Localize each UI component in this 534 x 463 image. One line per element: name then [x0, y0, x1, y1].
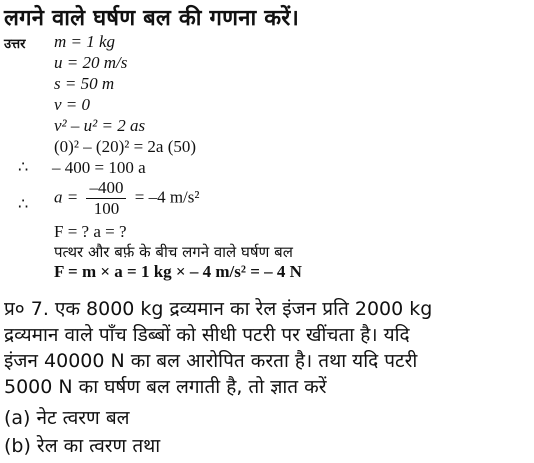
therefore-symbol: ∴ [18, 157, 29, 176]
given-mass: m = 1 kg [54, 32, 116, 51]
acceleration-rhs: = –4 m/s² [134, 187, 200, 207]
acceleration-lhs: a = [54, 187, 79, 207]
question-line-1: प्र० 7. एक 8000 kg द्रव्यमान का रेल इंजन प्रति 2000 kg [4, 298, 433, 320]
equation-motion: v² – u² = 2 as [54, 116, 146, 135]
given-distance: s = 50 m [54, 74, 115, 93]
friction-description: पत्थर और बर्फ़ के बीच लगने वाले घर्षण बल [54, 243, 293, 261]
acceleration-equation [54, 178, 199, 219]
answer-label: उत्तर [4, 37, 26, 52]
acceleration-fraction [86, 178, 126, 219]
heading-line: लगने वाले घर्षण बल की गणना करें। [4, 6, 300, 31]
given-final-velocity: v = 0 [54, 95, 91, 114]
therefore-symbol-2: ∴ [18, 194, 29, 213]
unknowns-line: F = ? a = ? [54, 222, 127, 241]
force-result: F = m × a = 1 kg × – 4 m/s² = – 4 N [54, 262, 302, 281]
option-a: (a) नेट त्वरण बल [4, 407, 130, 429]
fraction-numerator: –400 [86, 178, 126, 199]
option-b: (b) रेल का त्वरण तथा [4, 435, 161, 457]
equation-simplified: – 400 = 100 a [52, 158, 146, 177]
fraction-denominator: 100 [93, 199, 120, 218]
question-line-2: द्रव्यमान वाले पाँच डिब्बों को सीधी पटरी पर खींचता है। यदि [4, 324, 410, 346]
equation-substituted: (0)² – (20)² = 2a (50) [54, 137, 197, 156]
given-initial-velocity: u = 20 m/s [54, 53, 128, 72]
question-line-4: 5000 N का घर्षण बल लगाती है, तो ज्ञात करें [4, 376, 327, 398]
question-line-3: इंजन 40000 N का बल आरोपित करता है। तथा यदि पटरी [4, 350, 418, 372]
